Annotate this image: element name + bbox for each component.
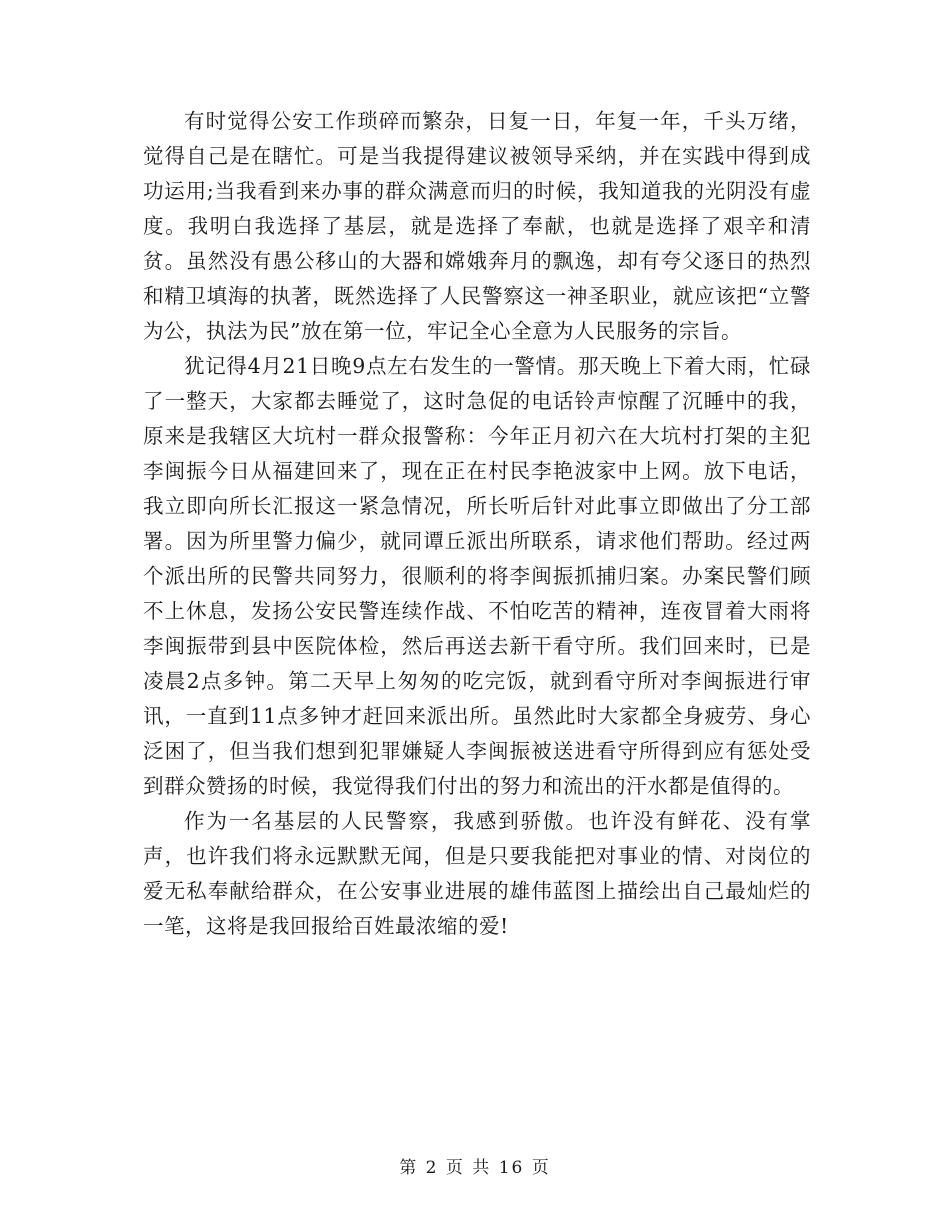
document-body bbox=[143, 104, 811, 944]
page-number-footer: 第 2 页 共 16 页 bbox=[399, 1158, 551, 1178]
paragraph-3: 作为一名基层的人民警察，我感到骄傲。也许没有鲜花、没有掌声，也许我们将永远默默无闻，但是只要我能把对事业的情、对岗位的爱无私奉献给群众，在公安事业进展的雄伟蓝图上描绘出自己最灿烂的一笔，这将是我回报给百姓最浓缩的爱! bbox=[143, 809, 811, 938]
paragraph-2: 犹记得4月21日晚9点左右发生的一警情。那天晚上下着大雨，忙碌了一整天，大家都去睡觉了，这时急促的电话铃声惊醒了沉睡中的我，原来是我辖区大坑村一群众报警称：今年正月初六在大坑村打架的主犯李闽振今日从福建回来了，现在正在村民李艳波家中上网。放下电话，我立即向所长汇报这一紧急情况，所长听后针对此事立即做出了分工部署。因为所里警力偏少，就同谭丘派出所联系，请求他们帮助。经过两个派出所的民警共同努力，很顺利的将李闽振抓捕归案。办案民警们顾不上休息，发扬公安民警连续作战、不怕吃苦的精神，连夜冒着大雨将李闽振带到县中医院体检，然后再送去新干看守所。我们回来时，已是凌晨2点多钟。第二天早上匆匆的吃完饭，就到看守所对李闽振进行审讯，一直到11点多钟才赶回来派出所。虽然此时大家都全身疲劳、身心泛困了，但当我们想到犯罪嫌疑人李闽振被送进看守所得到应有惩处受到群众赞扬的时候，我觉得我们付出的努力和流出的汗水都是值得的。 bbox=[143, 354, 811, 798]
paragraph-1: 有时觉得公安工作琐碎而繁杂，日复一日，年复一年，千头万绪，觉得自己是在瞎忙。可是当我提得建议被领导采纳，并在实践中得到成功运用;当我看到来办事的群众满意而归的时候，我知道我的光阴没有虚度。我明白我选择了基层，就是选择了奉献，也就是选择了艰辛和清贫。虽然没有愚公移山的大器和嫦娥奔月的飘逸，却有夸父逐日的热烈和精卫填海的执著，既然选择了人民警察这一神圣职业，就应该把“立警为公，执法为民”放在第一位，牢记全心全意为人民服务的宗旨。 bbox=[143, 109, 811, 343]
